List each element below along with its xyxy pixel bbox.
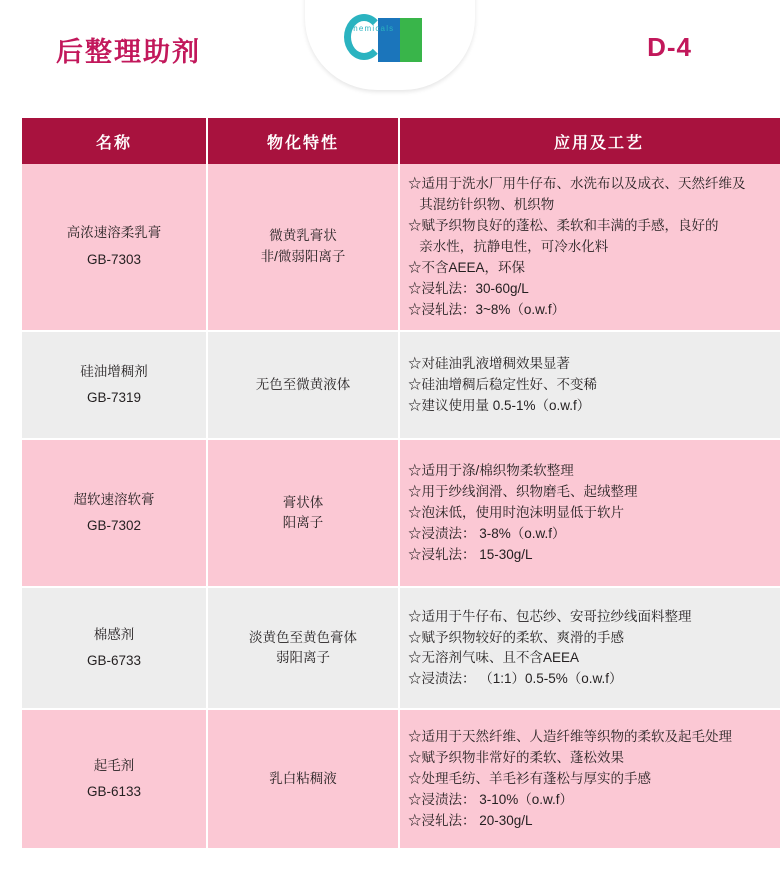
application-line: ☆浸渍法： 3-8%（o.w.f）: [408, 525, 566, 541]
property-line: 膏状体: [282, 494, 324, 510]
page-title: 后整理助剂: [56, 37, 201, 67]
cell-properties: [207, 164, 399, 331]
cell-applications: [399, 709, 780, 849]
property-line: 乳白粘稠液: [269, 770, 337, 786]
column-header-application: 应用及工艺: [399, 118, 780, 164]
application-line: ☆适用于牛仔布、包芯纱、安哥拉纱线面料整理: [408, 608, 692, 624]
product-name-cn: 棉感剂: [93, 626, 135, 642]
application-line: ☆用于纱线润滑、织物磨毛、起绒整理: [408, 484, 638, 500]
logo-green-block: [400, 18, 422, 62]
table-row: [22, 587, 780, 709]
application-line: ☆浸轧法：3~8%（o.w.f）: [408, 301, 566, 317]
application-line: ☆不含AEEA，环保: [408, 259, 526, 275]
product-name-code: GB-6133: [86, 784, 142, 800]
table-head: [22, 118, 780, 164]
product-name-code: GB-7303: [86, 252, 142, 268]
cell-product-name: [22, 439, 207, 587]
logo-wordmark: chemicals: [348, 24, 395, 33]
product-name-cn: 高浓速溶柔乳膏: [66, 225, 162, 241]
cell-product-name: [22, 331, 207, 439]
application-line: ☆建议使用量 0.5-1%（o.w.f）: [408, 397, 591, 413]
application-line: 其混纺针织物、机织物: [408, 196, 555, 212]
product-name-code: GB-7319: [86, 390, 142, 406]
application-line: 亲水性，抗静电性，可冷水化料: [408, 238, 609, 254]
product-table: [22, 118, 780, 850]
table-row: [22, 331, 780, 439]
cell-properties: [207, 439, 399, 587]
application-line: ☆浸轧法：30-60g/L: [408, 280, 529, 296]
application-line: ☆浸轧法： 20-30g/L: [408, 812, 533, 828]
column-header-name: 名称: [22, 118, 207, 164]
application-line: ☆浸渍法： （1:1）0.5-5%（o.w.f）: [408, 671, 623, 687]
property-line: 无色至微黄液体: [255, 376, 351, 392]
cell-applications: [399, 587, 780, 709]
application-line: ☆赋予织物非常好的柔软、蓬松效果: [408, 750, 624, 766]
application-line: ☆泡沫低，使用时泡沫明显低于软片: [408, 504, 624, 520]
table-row: [22, 439, 780, 587]
cell-applications: [399, 331, 780, 439]
brand-logo-badge: [305, 0, 475, 90]
cell-applications: [399, 164, 780, 331]
table-header-row: [22, 118, 780, 164]
cell-product-name: [22, 164, 207, 331]
product-name-cn: 硅油增稠剂: [80, 363, 148, 379]
application-line: ☆适用于涤/棉织物柔软整理: [408, 463, 574, 479]
property-line: 阳离子: [282, 515, 324, 531]
product-name-cn: 超软速溶软膏: [73, 491, 155, 507]
application-line: ☆处理毛纺、羊毛衫有蓬松与厚实的手感: [408, 770, 651, 786]
cell-product-name: [22, 587, 207, 709]
product-name-cn: 起毛剂: [93, 757, 135, 773]
product-name-code: GB-6733: [86, 653, 142, 669]
cell-properties: [207, 709, 399, 849]
page-code: D-4: [647, 32, 692, 62]
cell-applications: [399, 439, 780, 587]
application-line: ☆浸轧法： 15-30g/L: [408, 546, 533, 562]
application-line: ☆适用于天然纤维、人造纤维等织物的柔软及起毛处理: [408, 729, 732, 745]
product-name-code: GB-7302: [86, 518, 142, 534]
cell-product-name: [22, 709, 207, 849]
column-header-property: 物化特性: [207, 118, 399, 164]
property-line: 微黄乳膏状: [269, 228, 337, 244]
application-line: ☆赋予织物较好的柔软、爽滑的手感: [408, 629, 624, 645]
chemicals-logo-icon: [344, 14, 436, 66]
application-line: ☆赋予织物良好的蓬松、柔软和丰满的手感，良好的: [408, 217, 719, 233]
property-line: 淡黄色至黄色膏体: [249, 629, 357, 645]
application-line: ☆硅油增稠后稳定性好、不变稀: [408, 376, 597, 392]
application-line: ☆对硅油乳液增稠效果显著: [408, 356, 570, 372]
property-line: 非/微弱阳离子: [260, 249, 346, 265]
cell-properties: [207, 587, 399, 709]
table-body: [22, 164, 780, 849]
page-header: [0, 0, 780, 110]
application-line: ☆无溶剂气味、且不含AEEA: [408, 650, 580, 666]
logo-circle-shape: [344, 14, 384, 60]
application-line: ☆适用于洗水厂用牛仔布、水洗布以及成衣、天然纤维及: [408, 176, 746, 191]
table-row: [22, 164, 780, 331]
table-row: [22, 709, 780, 849]
product-table-wrapper: [22, 118, 758, 850]
cell-properties: [207, 331, 399, 439]
property-line: 弱阳离子: [276, 650, 330, 666]
application-line: ☆浸渍法： 3-10%（o.w.f）: [408, 791, 574, 807]
